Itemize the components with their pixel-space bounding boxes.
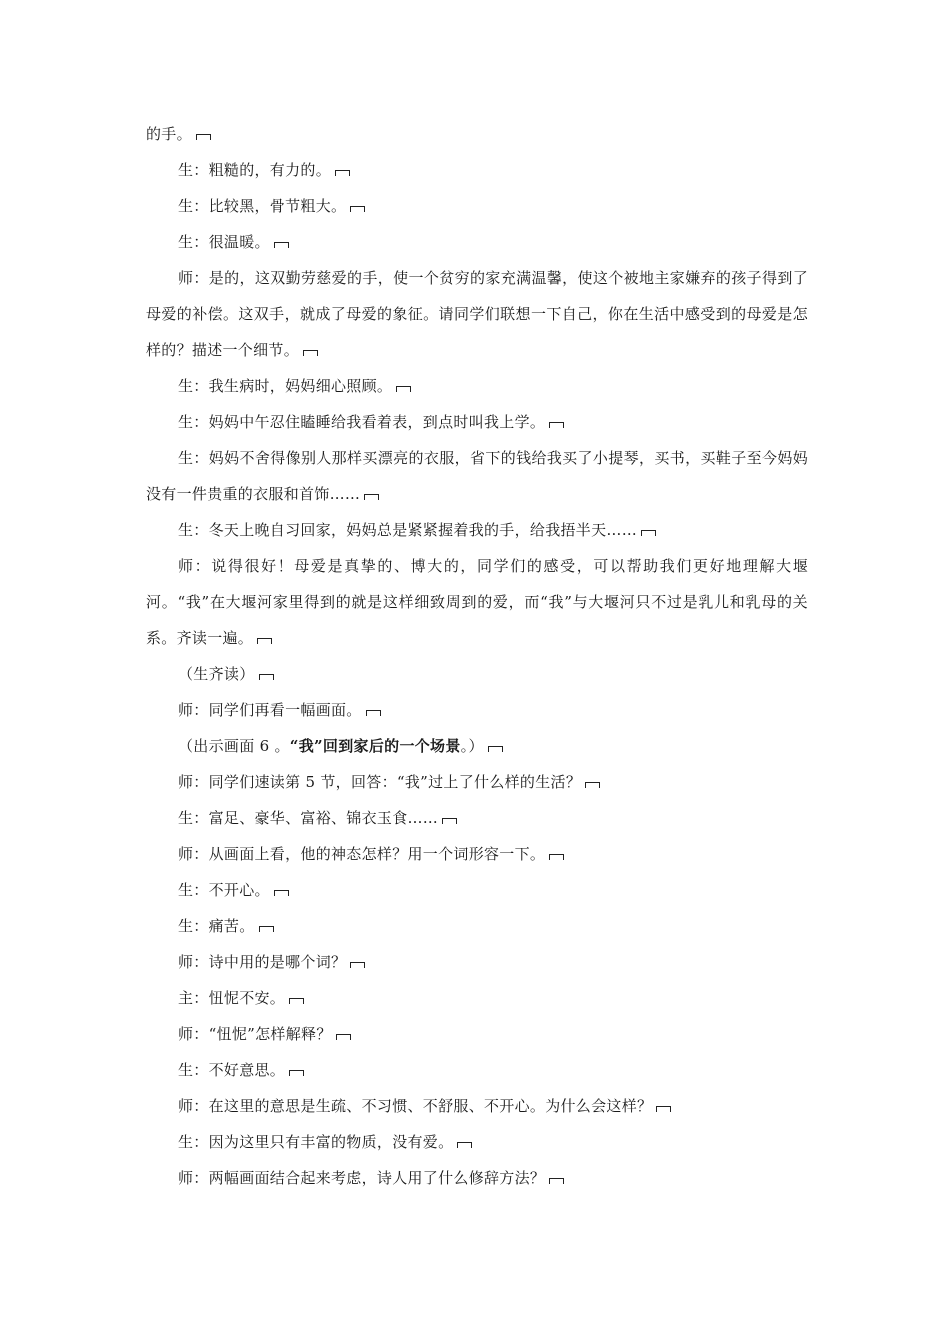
paragraph: [146, 152, 808, 188]
paragraph: [146, 764, 808, 800]
paragraph: [146, 728, 808, 764]
paragraph-mark-icon: [364, 494, 379, 500]
paragraph: [146, 260, 808, 368]
paragraph: [146, 440, 808, 512]
paragraph-mark-icon: [303, 350, 318, 356]
paragraph-text: （出示画面 6 。: [178, 737, 290, 755]
paragraph-mark-icon: [350, 206, 365, 212]
paragraph-mark-icon: [259, 926, 274, 932]
paragraph-mark-icon: [289, 1070, 304, 1076]
paragraph-mark-icon: [335, 170, 350, 176]
paragraph: [146, 548, 808, 656]
paragraph-text: 生：不好意思。: [178, 1061, 286, 1079]
paragraph: [146, 692, 808, 728]
paragraph: [146, 1088, 808, 1124]
paragraph-mark-icon: [549, 422, 564, 428]
paragraph-text: 师：从画面上看，他的神态怎样？用一个词形容一下。: [178, 845, 546, 863]
paragraph-mark-icon: [350, 962, 365, 968]
paragraph: [146, 1016, 808, 1052]
paragraph-text: 生：冬天上晚自习回家，妈妈总是紧紧握着我的手，给我捂半天……: [178, 521, 638, 539]
paragraph-text: 师：两幅画面结合起来考虑，诗人用了什么修辞方法？: [178, 1169, 546, 1187]
paragraph: [146, 1052, 808, 1088]
paragraph: [146, 224, 808, 260]
paragraph: [146, 800, 808, 836]
paragraph-text: 生：妈妈不舍得像别人那样买漂亮的衣服，省下的钱给我买了小提琴，买书，买鞋子至今妈妈没有一件贵重的衣服和首饰……: [146, 449, 808, 503]
paragraph-mark-icon: [274, 242, 289, 248]
paragraph-text: 生：粗糙的，有力的。: [178, 161, 332, 179]
paragraph: [146, 872, 808, 908]
paragraph: [146, 836, 808, 872]
paragraph-text: 师：“忸怩”怎样解释？: [178, 1025, 332, 1043]
paragraph-text: 生：我生病时，妈妈细心照顾。: [178, 377, 393, 395]
paragraph-mark-icon: [274, 890, 289, 896]
paragraph-mark-icon: [457, 1142, 472, 1148]
paragraph-text: 生：妈妈中午忍住瞌睡给我看着表，到点时叫我上学。: [178, 413, 546, 431]
paragraph-mark-icon: [641, 530, 656, 536]
paragraph-text: 生：富足、豪华、富裕、锦衣玉食……: [178, 809, 439, 827]
paragraph-mark-icon: [442, 818, 457, 824]
paragraph-mark-icon: [656, 1106, 671, 1112]
paragraph-mark-icon: [549, 854, 564, 860]
paragraph-text: 主：忸怩不安。: [178, 989, 286, 1007]
paragraph-mark-icon: [366, 710, 381, 716]
paragraph-text: 的手。: [146, 125, 192, 143]
paragraph: [146, 116, 808, 152]
paragraph-text: （生齐读）: [178, 665, 255, 683]
paragraph: [146, 188, 808, 224]
paragraph-text: 师：同学们速读第 5 节，回答：“我”过上了什么样的生活？: [178, 773, 582, 791]
paragraph-text: 生：不开心。: [178, 881, 270, 899]
paragraph-text: 师：在这里的意思是生疏、不习惯、不舒服、不开心。为什么会这样？: [178, 1097, 653, 1115]
paragraph-bold-text: “我”回到家后的一个场景: [289, 737, 461, 755]
paragraph: [146, 980, 808, 1016]
paragraph-mark-icon: [549, 1178, 564, 1184]
paragraph-text: 生：很温暖。: [178, 233, 270, 251]
paragraph: [146, 1124, 808, 1160]
paragraph-text: 师：诗中用的是哪个词？: [178, 953, 347, 971]
paragraph-mark-icon: [196, 134, 211, 140]
paragraph: [146, 908, 808, 944]
paragraph: [146, 368, 808, 404]
paragraph-mark-icon: [396, 386, 411, 392]
paragraph-text: 生：比较黑，骨节粗大。: [178, 197, 347, 215]
paragraph-mark-icon: [259, 674, 274, 680]
paragraph-text: 师：是的，这双勤劳慈爱的手，使一个贫穷的家充满温馨，使这个被地主家嫌弃的孩子得到了母爱的补偿。这双手，就成了母爱的象征。请同学们联想一下自己，你在生活中感受到的母爱是怎样的？描述一个细节。: [146, 269, 808, 359]
paragraph: [146, 404, 808, 440]
paragraph-mark-icon: [257, 638, 272, 644]
paragraph-mark-icon: [289, 998, 304, 1004]
paragraph-mark-icon: [488, 746, 503, 752]
paragraph-text: 。）: [460, 737, 484, 755]
paragraph-text: 师：同学们再看一幅画面。: [178, 701, 362, 719]
paragraph-text: 生：痛苦。: [178, 917, 255, 935]
paragraph-mark-icon: [336, 1034, 351, 1040]
paragraph: [146, 512, 808, 548]
paragraph-mark-icon: [585, 782, 600, 788]
paragraph: [146, 656, 808, 692]
paragraph: [146, 1160, 808, 1196]
paragraph-text: 生：因为这里只有丰富的物质，没有爱。: [178, 1133, 454, 1151]
paragraph-text: 师：说得很好！母爱是真挚的、博大的，同学们的感受，可以帮助我们更好地理解大堰河。“我”在大堰河家里得到的就是这样细致周到的爱，而“我”与大堰河只不过是乳儿和乳母的关系。齐读一遍。: [146, 557, 808, 647]
paragraph: [146, 944, 808, 980]
